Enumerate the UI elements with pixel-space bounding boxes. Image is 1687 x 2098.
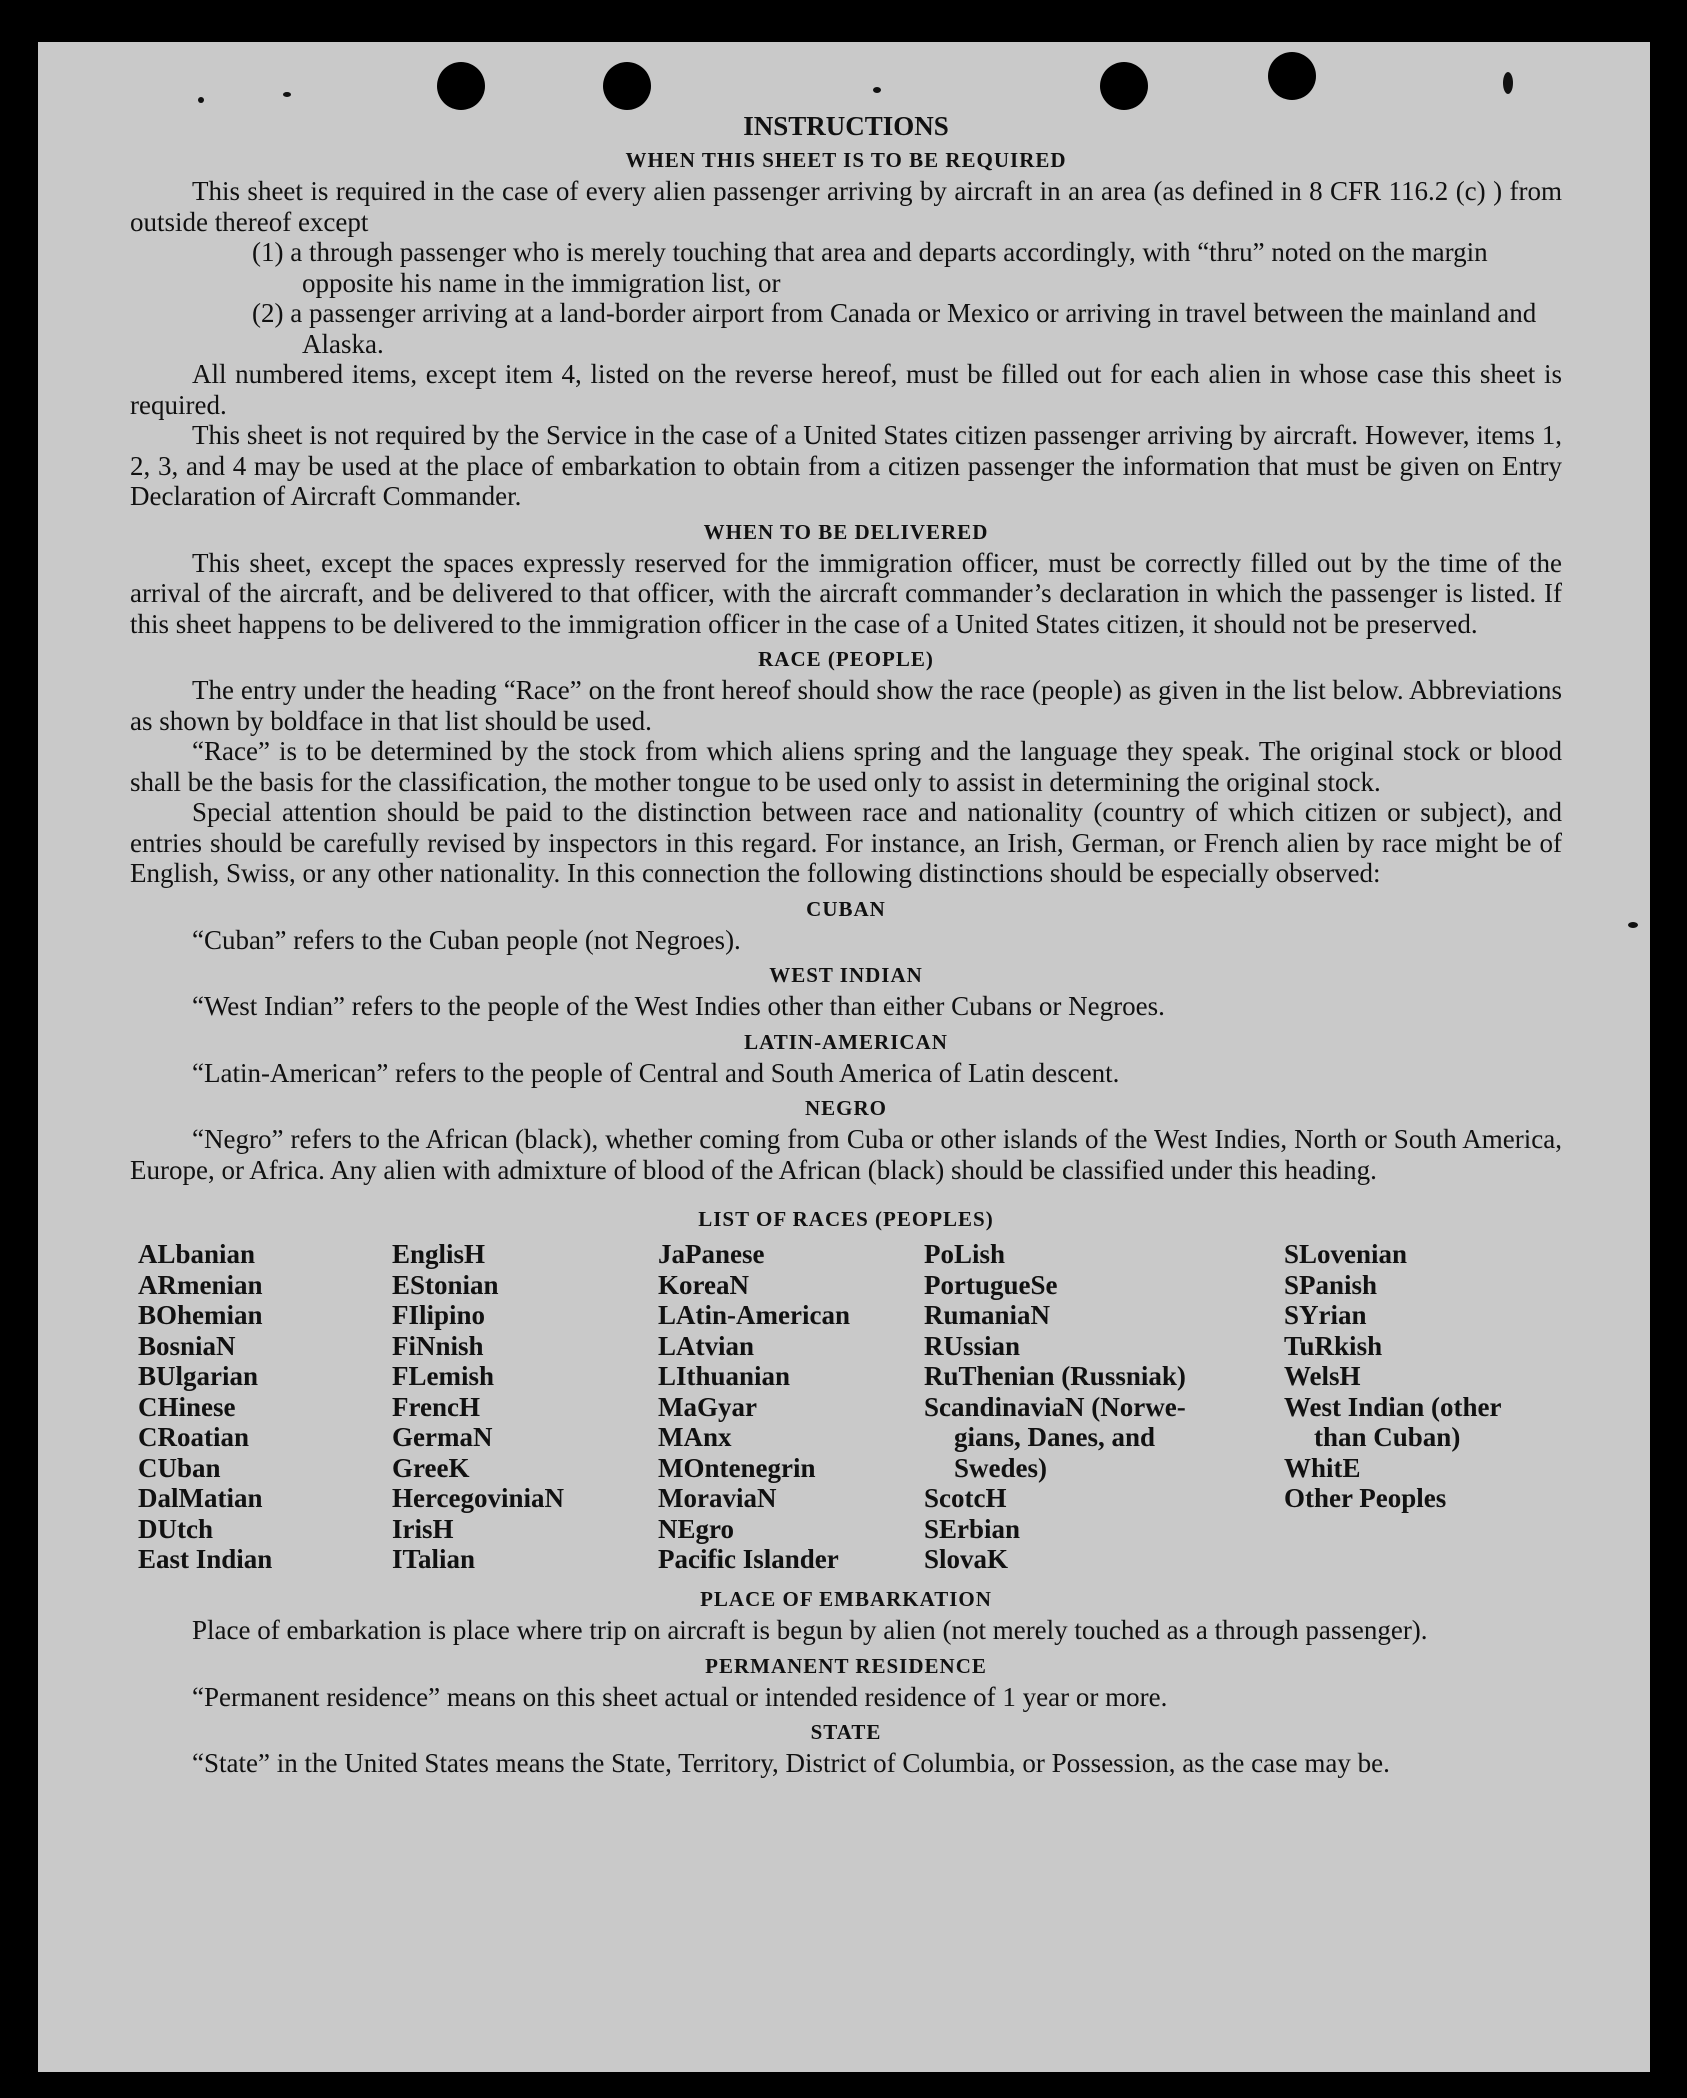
race-item: DUtch bbox=[138, 1513, 213, 1544]
race-item: WhitE bbox=[1284, 1452, 1361, 1483]
paragraph: “Race” is to be determined by the stock from which aliens spring and the language they speak. The original stock or blood shall be the basis for the classification, the mother tongue to be used only to assist in determining the original stock. bbox=[130, 736, 1562, 797]
race-item-continued: than Cuban) bbox=[1314, 1422, 1461, 1452]
race-item: GreeK bbox=[392, 1452, 470, 1483]
race-item: BosniaN bbox=[138, 1330, 236, 1361]
race-item: GermaN bbox=[392, 1422, 493, 1452]
race-item: FrencH bbox=[392, 1391, 480, 1422]
races-column bbox=[924, 1239, 1186, 1575]
race-item: ScotcH bbox=[924, 1483, 1007, 1513]
paragraph: “Permanent residence” means on this sheet actual or intended residence of 1 year or more. bbox=[192, 1681, 1168, 1712]
race-item: NEgro bbox=[658, 1513, 735, 1544]
race-item: DalMatian bbox=[138, 1483, 263, 1513]
paragraph: All numbered items, except item 4, listed on the reverse hereof, must be filled out for each alien in whose case this sheet is required. bbox=[130, 359, 1562, 420]
races-list bbox=[130, 1239, 1562, 1579]
race-item: IrisH bbox=[392, 1513, 454, 1544]
paragraph: “Latin-American” refers to the people of Central and South America of Latin descent. bbox=[192, 1057, 1120, 1088]
race-item: ARmenian bbox=[138, 1269, 263, 1300]
races-column bbox=[392, 1239, 564, 1575]
race-item: PoLish bbox=[924, 1239, 1006, 1269]
section-heading: WHEN THIS SHEET IS TO BE REQUIRED bbox=[625, 148, 1067, 172]
races-column bbox=[138, 1239, 272, 1575]
section-heading: CUBAN bbox=[806, 896, 886, 921]
speck bbox=[1628, 922, 1638, 928]
race-item: PortugueSe bbox=[924, 1269, 1058, 1300]
punch-hole bbox=[1100, 62, 1148, 110]
speck bbox=[1503, 72, 1513, 94]
instructions-content bbox=[130, 112, 1562, 1779]
race-item: SlovaK bbox=[924, 1544, 1009, 1574]
punch-hole bbox=[437, 62, 485, 110]
section-heading: RACE (PEOPLE) bbox=[758, 647, 934, 671]
race-item: CRoatian bbox=[138, 1422, 250, 1452]
paragraph: Place of embarkation is place where trip on aircraft is begun by alien (not merely touched as a through passenger). bbox=[192, 1615, 1428, 1645]
race-item: BOhemian bbox=[138, 1300, 263, 1330]
race-item: BUlgarian bbox=[138, 1361, 259, 1391]
race-item: TuRkish bbox=[1284, 1330, 1383, 1361]
race-item-continued: Swedes) bbox=[954, 1452, 1047, 1483]
speck bbox=[198, 97, 204, 103]
paragraph: “State” in the United States means the State, Territory, District of Columbia, or Possession, as the case may be. bbox=[192, 1748, 1390, 1778]
race-item: FIlipino bbox=[392, 1300, 486, 1330]
race-item: MOntenegrin bbox=[658, 1452, 816, 1483]
race-item: JaPanese bbox=[658, 1239, 765, 1269]
paragraph: “Negro” refers to the African (black), whether coming from Cuba or other islands of the West Indies, North or South America, Europe, or Africa. Any alien with admixture of blood of the African (black) should be classified under this heading. bbox=[130, 1124, 1562, 1185]
race-item: FLemish bbox=[392, 1361, 495, 1391]
paragraph: The entry under the heading “Race” on the front hereof should show the race (people) as given in the list below. Abbreviations as shown by boldface in that list should be used. bbox=[130, 675, 1562, 736]
race-item: ScandinaviaN (Norwe- bbox=[924, 1391, 1186, 1422]
race-item: EnglisH bbox=[392, 1239, 486, 1269]
race-item: SYrian bbox=[1284, 1300, 1367, 1330]
section-heading: LIST OF RACES (PEOPLES) bbox=[698, 1207, 994, 1231]
race-item: RuThenian (Russniak) bbox=[924, 1361, 1186, 1391]
section-heading: PERMANENT RESIDENCE bbox=[705, 1653, 987, 1678]
race-item: WelsH bbox=[1284, 1361, 1361, 1391]
paragraph: This sheet, except the spaces expressly reserved for the immigration officer, must be correctly filled out by the time of the arrival of the aircraft, and be delivered to that officer, with the aircraft commander’s declaration in which the passenger is listed. If this sheet happens to be delivered to the immigration officer in the case of a United States citizen, it should not be preserved. bbox=[130, 547, 1562, 639]
race-item: ALbanian bbox=[138, 1239, 256, 1269]
paragraph: This sheet is required in the case of every alien passenger arriving by aircraft in an area (as defined in 8 CFR 116.2 (c) ) from outside thereof except bbox=[130, 176, 1562, 237]
race-item: EStonian bbox=[392, 1269, 499, 1300]
race-item: RUssian bbox=[924, 1330, 1021, 1361]
section-heading: NEGRO bbox=[804, 1096, 887, 1120]
page-title: INSTRUCTIONS bbox=[743, 111, 949, 141]
race-item: East Indian bbox=[138, 1544, 273, 1574]
section-heading: WEST INDIAN bbox=[769, 963, 923, 987]
list-item: (1) a through passenger who is merely touching that area and departs accordingly, with “thru” noted on the margin opposite his name in the immigration list, or bbox=[252, 237, 1488, 298]
race-item-continued: gians, Danes, and bbox=[954, 1422, 1156, 1452]
section-heading: PLACE OF EMBARKATION bbox=[700, 1587, 992, 1611]
paragraph: “Cuban” refers to the Cuban people (not Negroes). bbox=[192, 924, 741, 955]
race-item: CUban bbox=[138, 1452, 221, 1483]
punch-hole bbox=[603, 62, 651, 110]
race-item: Pacific Islander bbox=[658, 1544, 839, 1574]
speck bbox=[873, 87, 881, 93]
race-item: LIthuanian bbox=[658, 1361, 791, 1391]
punch-hole bbox=[1268, 52, 1316, 100]
race-item: SErbian bbox=[924, 1513, 1021, 1544]
section-heading: STATE bbox=[810, 1720, 882, 1744]
race-item: LAtvian bbox=[658, 1330, 755, 1361]
speck bbox=[283, 92, 291, 97]
race-item: SPanish bbox=[1284, 1269, 1378, 1300]
paragraph: This sheet is not required by the Service in the case of a United States citizen passenger arriving by aircraft. However, items 1, 2, 3, and 4 may be used at the place of embarkation to obtain from a citizen passenger the information that must be given on Entry Declaration of Aircraft Commander. bbox=[130, 420, 1562, 511]
race-item: LAtin-American bbox=[658, 1300, 850, 1330]
race-item: KoreaN bbox=[658, 1269, 749, 1300]
race-item: ITalian bbox=[392, 1544, 476, 1574]
race-item: MoraviaN bbox=[658, 1483, 777, 1513]
section-heading: WHEN TO BE DELIVERED bbox=[703, 519, 989, 544]
race-item: SLovenian bbox=[1284, 1239, 1408, 1269]
race-item: FiNnish bbox=[392, 1330, 484, 1361]
races-column bbox=[1284, 1239, 1502, 1514]
paragraph: “West Indian” refers to the people of the West Indies other than either Cubans or Negroes. bbox=[192, 991, 1165, 1021]
race-item: HercegoviniaN bbox=[392, 1483, 564, 1513]
section-heading: LATIN-AMERICAN bbox=[744, 1029, 948, 1054]
race-item: MaGyar bbox=[658, 1391, 757, 1422]
race-item: RumaniaN bbox=[924, 1300, 1051, 1330]
races-column bbox=[658, 1239, 850, 1575]
race-item: Other Peoples bbox=[1284, 1483, 1447, 1513]
race-item: West Indian (other bbox=[1284, 1391, 1502, 1422]
list-item: (2) a passenger arriving at a land-border airport from Canada or Mexico or arriving in travel between the mainland and Alaska. bbox=[252, 298, 1537, 359]
race-item: CHinese bbox=[138, 1391, 236, 1422]
race-item: MAnx bbox=[658, 1422, 732, 1452]
paragraph: Special attention should be paid to the distinction between race and nationality (country of which citizen or subject), and entries should be carefully revised by inspectors in this regard. For instance, an Irish, German, or French alien by race might be of English, Swiss, or any other nationality. In this connection the following distinctions should be especially observed: bbox=[130, 797, 1562, 888]
